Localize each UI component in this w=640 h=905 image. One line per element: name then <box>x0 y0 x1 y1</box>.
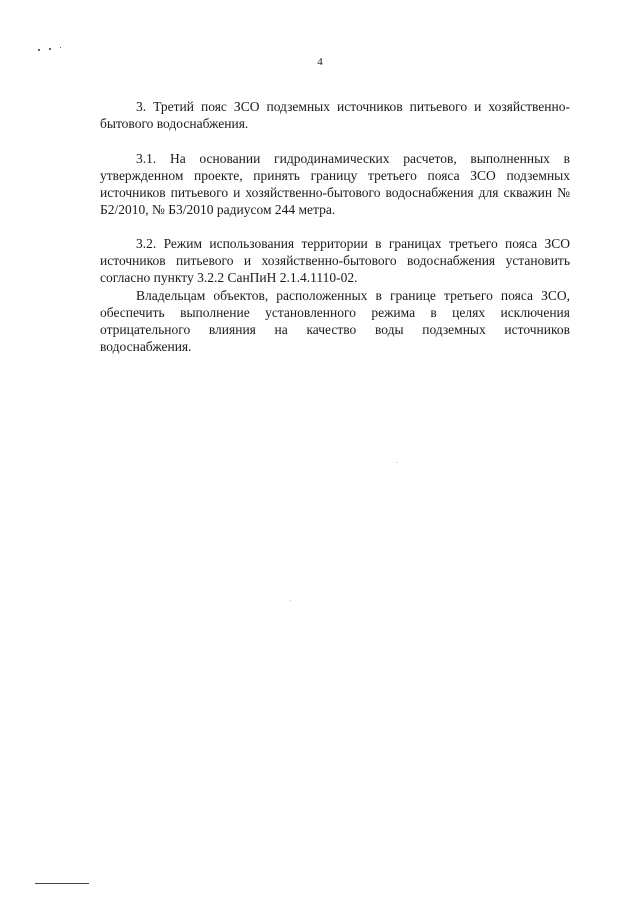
paragraph-3-2: 3.2. Режим использования территории в границах третьего пояса ЗСО источников питьевого и хозяйственно-бытового водоснабжения установить согласно пункту 3.2.2 СанПиН 2.1.4.1110-02. <box>100 236 570 285</box>
scan-speck <box>290 600 291 601</box>
paragraph-owners: Владельцам объектов, расположенных в границе третьего пояса ЗСО, обеспечить выполнение установленного режима в целях исключения отрицательного влияния на качество воды подземных источников водоснабжения. <box>100 288 570 354</box>
scan-line-artifact <box>35 883 89 884</box>
paragraph-3-1: 3.1. На основании гидродинамических расчетов, выполненных в утвержденном проекте, принять границу третьего пояса ЗСО подземных источников питьевого и хозяйственно-бытового водоснабжения для скважин № Б2/2010, № Б3/2010 радиусом 244 метра. <box>100 151 570 217</box>
scan-speck <box>396 462 397 463</box>
scan-speck <box>38 49 40 51</box>
page-number: 4 <box>317 56 323 68</box>
section-3-heading: 3. Третий пояс ЗСО подземных источников питьевого и хозяйственно-бытового водоснабжения. <box>100 99 570 131</box>
scan-speck <box>60 47 61 48</box>
scan-speck <box>49 48 51 50</box>
